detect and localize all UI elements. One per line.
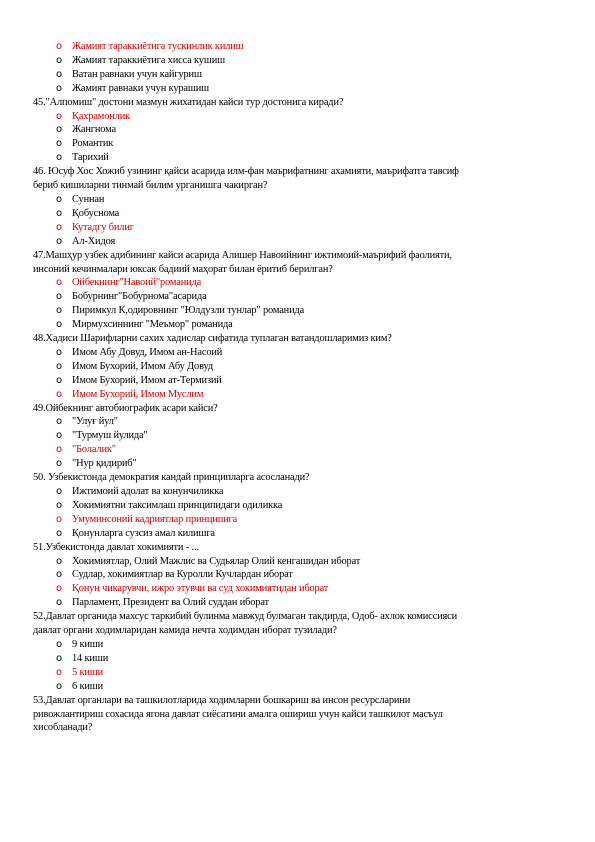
answer-option-label: 5 киши xyxy=(72,666,104,678)
answer-option-label: Ижтимоий адолат ва конунчиликка xyxy=(72,486,224,497)
bullet-icon: o xyxy=(56,458,62,470)
answer-option-label: "Улуғ йул" xyxy=(72,416,118,428)
question-text: 49.Ойбекнинг автобиографик асари кайси? xyxy=(33,402,218,414)
answer-option-label: Қонунларга сузсиз амал килишга xyxy=(72,527,215,539)
answer-option-label: Жангнома xyxy=(72,124,116,136)
answer-option xyxy=(33,318,555,332)
bullet-icon: o xyxy=(56,193,62,205)
bullet-icon: o xyxy=(56,41,62,52)
bullet-icon: o xyxy=(56,666,62,678)
bullet-icon: o xyxy=(56,138,62,150)
answer-option-label: Суннан xyxy=(72,193,105,205)
question-text: 51.Узбекистонда давлат хокимияти - ... xyxy=(33,541,199,553)
question-text: 50. Узбекистонда демократия кандай принципларга асосланади? xyxy=(33,472,310,484)
question-text: хисобланади? xyxy=(33,722,93,734)
answer-option-label: "Болалик" xyxy=(72,444,116,456)
answer-option-label: Тарихий xyxy=(72,152,109,164)
answer-option-label: Имом Бухорий, Имом Муслим xyxy=(72,388,204,400)
answer-option xyxy=(33,652,555,666)
bullet-icon: o xyxy=(56,110,62,122)
answer-option xyxy=(33,429,555,443)
answer-option-label: Жамият тараккиётига хисса кушиш xyxy=(72,54,225,66)
quiz-content xyxy=(33,40,555,735)
answer-option-label: "Турмуш йулида" xyxy=(72,430,148,442)
answer-option xyxy=(33,596,555,610)
answer-option xyxy=(33,457,555,471)
answer-option-label: Кутадгу билиг xyxy=(72,221,134,233)
answer-option xyxy=(33,485,555,499)
bullet-icon: o xyxy=(56,374,62,386)
bullet-icon: o xyxy=(56,207,62,219)
answer-option-label: Ойбекнинг"Навоий"романида xyxy=(72,277,202,289)
question-text: инсоний кечинмалари юксак бадиий маҳорат билан ёритиб берилган? xyxy=(33,263,333,275)
bullet-icon: o xyxy=(56,82,62,94)
answer-option-label: Бобурнинг"Бобурнома"асарида xyxy=(72,291,207,303)
question-text: 48.Хадиси Шарифларни сахих хадислар сифатида туплаган ватандошларимиз ким? xyxy=(33,333,392,345)
answer-option xyxy=(33,555,555,569)
answer-option xyxy=(33,415,555,429)
answer-option-label: Қахрамонлик xyxy=(72,110,131,122)
answer-option xyxy=(33,360,555,374)
question-text: бериб кишиларни тинмай билим урганишга чакирган? xyxy=(33,180,268,192)
bullet-icon: o xyxy=(56,152,62,164)
bullet-icon: o xyxy=(56,124,62,136)
bullet-icon: o xyxy=(56,68,62,80)
bullet-icon: o xyxy=(56,486,62,497)
question-text: 53.Давлат органлари ва ташкилотларида ходимларни бошкариш ва инсон ресурсларини xyxy=(33,694,411,706)
answer-option xyxy=(33,235,555,249)
bullet-icon: o xyxy=(56,319,62,331)
answer-option xyxy=(33,680,555,694)
answer-option xyxy=(33,568,555,582)
answer-option-correct xyxy=(33,666,555,680)
answer-option-label: "Нур қидириб" xyxy=(72,458,137,470)
bullet-icon: o xyxy=(56,680,62,692)
bullet-icon: o xyxy=(56,513,62,525)
bullet-icon: o xyxy=(56,221,62,233)
answer-option xyxy=(33,82,555,96)
answer-option-correct xyxy=(33,110,555,124)
answer-option xyxy=(33,499,555,513)
answer-option xyxy=(33,304,555,318)
answer-option-label: Имом Бухорий, Имом ат-Термизий xyxy=(72,374,222,386)
answer-option xyxy=(33,290,555,304)
answer-option-label: Романтик xyxy=(72,138,114,150)
bullet-icon: o xyxy=(56,569,62,581)
question-text: 52.Давлат органида махсус таркибий булинма мавжуд булмаган такдирда, Одоб- ахлок комиссияси xyxy=(33,611,458,623)
bullet-icon: o xyxy=(56,652,62,664)
answer-option-label: Мирмухсиннинг "Меъмор" романида xyxy=(72,319,233,331)
bullet-icon: o xyxy=(56,499,62,511)
bullet-icon: o xyxy=(56,583,62,595)
answer-option xyxy=(33,527,555,541)
answer-option xyxy=(33,68,555,82)
answer-option-correct xyxy=(33,40,555,54)
question-text: 47.Машҳур узбек адибининг кайси асарида Алишер Навоийнинг ижтимоий-маърифий фаолияти, xyxy=(33,249,452,261)
answer-option xyxy=(33,374,555,388)
bullet-icon: o xyxy=(56,277,62,289)
answer-option-label: Парламент, Президент ва Олий суддан иборат xyxy=(72,597,269,609)
answer-option-label: Жамият равнаки учун курашиш xyxy=(72,82,209,94)
answer-option-label: Имом Бухорий, Имом Абу Довуд xyxy=(72,360,214,372)
answer-option-correct xyxy=(33,221,555,235)
answer-option-label: 6 киши xyxy=(72,680,104,692)
bullet-icon: o xyxy=(56,346,62,358)
answer-option-label: Қобуснома xyxy=(72,207,120,219)
question-text: давлат органи ходимларидан камида нечта ходимдан иборат тузилади? xyxy=(33,625,337,637)
answer-option-correct xyxy=(33,582,555,596)
bullet-icon: o xyxy=(56,235,62,247)
answer-option-label: Ватан равнаки учун кайгуриш xyxy=(72,68,202,80)
answer-option-correct xyxy=(33,513,555,527)
answer-option-label: Пиримкул К,одировнинг "Юлдузли тунлар" романида xyxy=(72,305,305,317)
bullet-icon: o xyxy=(56,360,62,372)
answer-option-correct xyxy=(33,276,555,290)
bullet-icon: o xyxy=(56,305,62,317)
answer-option-correct xyxy=(33,443,555,457)
bullet-icon: o xyxy=(56,638,62,650)
answer-option xyxy=(33,207,555,221)
answer-option xyxy=(33,638,555,652)
answer-option xyxy=(33,193,555,207)
answer-option xyxy=(33,123,555,137)
answer-option-label: Умуминсоний кадриятлар принципига xyxy=(72,513,238,525)
answer-option-label: Судлар, хокимиятлар ва Куролли Кучлардан иборат xyxy=(72,569,293,581)
question-text: 45."Алпомиш" достони мазмун жихатидан кайси тур достонига киради? xyxy=(33,96,344,108)
answer-option-label: Имом Абу Довуд, Имом ан-Насоий xyxy=(72,346,223,358)
bullet-icon: o xyxy=(56,527,62,539)
bullet-icon: o xyxy=(56,430,62,442)
bullet-icon: o xyxy=(56,555,62,567)
answer-option-correct xyxy=(33,388,555,402)
answer-option xyxy=(33,54,555,68)
answer-option-label: 9 киши xyxy=(72,638,104,650)
answer-option xyxy=(33,151,555,165)
answer-option xyxy=(33,137,555,151)
bullet-icon: o xyxy=(56,54,62,66)
question-text: 46. Юсуф Хос Хожиб узининг қайси асарида илм-фан маърифатнинг ахамияти, маърифатга тавсиф xyxy=(33,166,459,178)
answer-option xyxy=(33,346,555,360)
answer-option-label: Қонун чикарувчи, ижро этувчи ва суд хокимиятидан иборат xyxy=(72,583,329,595)
answer-option-label: Ал-Хидоя xyxy=(72,235,116,247)
bullet-icon: o xyxy=(56,597,62,609)
answer-option-label: Хокимиятни таксимлаш принципидаги одиликка xyxy=(72,499,283,511)
bullet-icon: o xyxy=(56,291,62,303)
question-text: ривожлантириш сохасида ягона давлат сиёсатини амалга ошириш учун кайси ташкилот масъул xyxy=(33,708,443,720)
bullet-icon: o xyxy=(56,388,62,400)
answer-option-label: Жамият тараккиётига тускинлик килиш xyxy=(72,41,244,52)
bullet-icon: o xyxy=(56,444,62,456)
answer-option-label: 14 киши xyxy=(72,652,109,664)
bullet-icon: o xyxy=(56,416,62,428)
answer-option-label: Хокимиятлар, Олий Мажлис ва Судьялар Олий кенгашидан иборат xyxy=(72,555,361,567)
